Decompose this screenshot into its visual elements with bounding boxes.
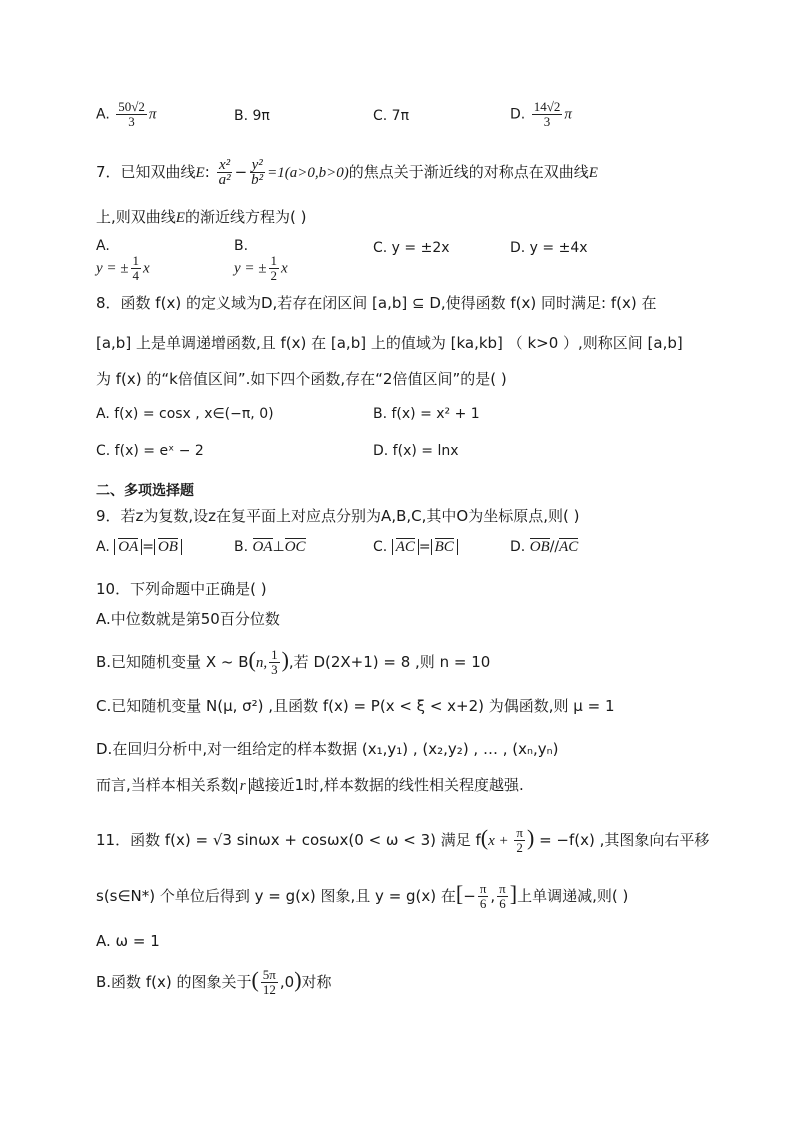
q8-option-b: B. f(x) = x² + 1 xyxy=(373,406,480,422)
q8-stem-line2: [a,b] 上是单调递增函数,且 f(x) 在 [a,b] 上的值域为 [ka,kb] （ k>0 ）,则称区间 [a,b] xyxy=(96,334,683,352)
q11-stem-line2: s(s∈N*) 个单位后得到 y = g(x) 图象,且 y = g(x) 在[− $\frac{\pi}{6}$ , $\frac{\pi}{6}$ ]上单调递减,则( ) xyxy=(96,881,629,911)
section-heading: 二、多项选择题 xyxy=(96,483,194,499)
q7-option-d: D. y = ±4x xyxy=(510,240,588,256)
q10-option-a: A.中位数就是第50百分位数 xyxy=(96,610,280,628)
q10-option-b: B.已知随机变量 X ~ B(n, $\frac{1}{3}$ ),若 D(2X+1) = 8 ,则 n = 10 xyxy=(96,647,491,677)
q6-option-a: A. $\frac{50√2}{3}$ π xyxy=(96,99,157,129)
q7-stem-line1: 7．已知双曲线E: $\frac{\text{x²}}{\text{a²}}$ − $\frac{\text{y²}}{\text{b²}}$ =1(a>0,b>0)的焦点关于渐近线的对称点在双曲线E xyxy=(96,157,598,188)
q6-option-d: D. $\frac{14√2}{3}$ π xyxy=(510,99,572,129)
q8-stem-line1: 8．函数 f(x) 的定义域为D,若存在闭区间 [a,b] ⊆ D,使得函数 f(x) 同时满足: f(x) 在 xyxy=(96,294,657,312)
q7-option-b: B. y = ± $\frac{1}{2}$ x xyxy=(234,238,288,283)
q8-option-c: C. f(x) = eˣ − 2 xyxy=(96,443,204,459)
q9-option-d: D. OB//AC xyxy=(510,539,579,555)
q11-stem-line1: 11．函数 f(x) = √3 sinωx + cosωx(0 < ω < 3) 满足 f(x + $\frac{\pi}{2}$ ) = −f(x) ,其图象向右平移 xyxy=(96,825,710,855)
q6-option-b: B. 9π xyxy=(234,108,270,124)
q11-option-a: A. ω = 1 xyxy=(96,932,160,950)
q8-stem-line3: 为 f(x) 的“k倍值区间”.如下四个函数,存在“2倍值区间”的是( ) xyxy=(96,370,507,388)
q9-option-c: C. AC = BC xyxy=(373,539,458,556)
q8-option-a: A. f(x) = cosx , x∈(−π, 0) xyxy=(96,406,274,422)
q10-stem: 10．下列命题中正确是( ) xyxy=(96,580,267,598)
q7-option-c: C. y = ±2x xyxy=(373,240,450,256)
q8-option-d: D. f(x) = lnx xyxy=(373,443,459,459)
q7-stem-line2: 上,则双曲线E的渐近线方程为( ) xyxy=(96,208,307,226)
q10-option-c: C.已知随机变量 N(μ, σ²) ,且函数 f(x) = P(x < ξ < x+2) 为偶函数,则 μ = 1 xyxy=(96,697,615,715)
q10-option-d-line2: 而言,当样本相关系数 r 越接近1时,样本数据的线性相关程度越强. xyxy=(96,776,524,794)
q9-option-a: A. OA = OB xyxy=(96,539,182,556)
q6-option-c: C. 7π xyxy=(373,108,410,124)
q7-option-a: A. y = ± $\frac{1}{4}$ x xyxy=(96,238,150,283)
q9-stem: 9．若z为复数,设z在复平面上对应点分别为A,B,C,其中O为坐标原点,则( ) xyxy=(96,507,580,525)
q11-option-b: B.函数 f(x) 的图象关于( $\frac{5\pi}{12}$ ,0)对称 xyxy=(96,967,332,997)
q9-option-b: B. OA⊥OC xyxy=(234,539,306,555)
q10-option-d-line1: D.在回归分析中,对一组给定的样本数据 (x₁,y₁) , (x₂,y₂) , … , (xₙ,yₙ) xyxy=(96,740,559,758)
